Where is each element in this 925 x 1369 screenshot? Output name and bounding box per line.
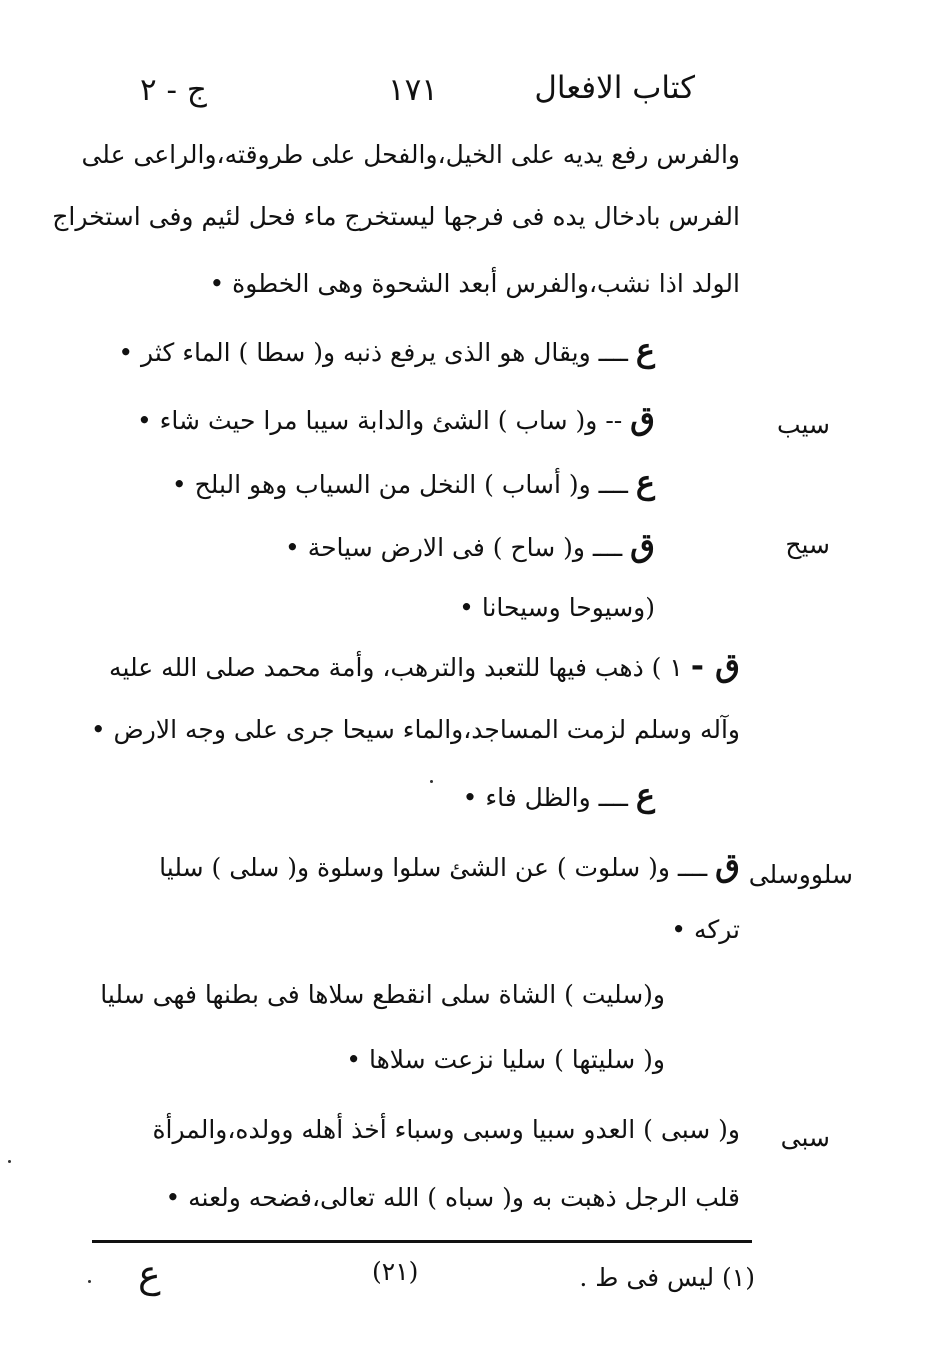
entry-text: و( ساب ) الشئ والدابة سيبا مرا حيث شاء • <box>136 406 598 435</box>
entry-text: ١ ) ذهب فيها للتعبد والترهب، وأمة محمد صلى الله عليه <box>109 653 683 682</box>
root-saby: سبى <box>780 1123 830 1152</box>
qaf-marker: ق <box>630 526 655 564</box>
root-sayh: سيح <box>785 530 830 559</box>
root-salw: سلووسلى <box>748 860 853 889</box>
ain-marker: ع <box>635 776 655 814</box>
text-line-1: والفرس رفع يديه على الخيل،والفحل على طروقته،والراعى على <box>81 140 740 169</box>
text-line-sayh-variant: (وسيوحا وسيحانا • <box>459 593 655 622</box>
text-line-salit: و(سليت ) الشاة سلى انقطع سلاها فى بطنها فهى سليا <box>100 980 665 1009</box>
page-number: ١٧١ <box>388 72 438 108</box>
volume-marker: ج - ٢ <box>140 72 207 108</box>
scan-speck <box>88 1280 91 1283</box>
dash: ــــ <box>677 853 708 882</box>
dash: -- <box>605 406 623 435</box>
sheet-number: (٢١) <box>372 1257 419 1286</box>
ain-marker: ع <box>635 331 655 369</box>
footnote-divider <box>92 1240 752 1243</box>
text-line-3: الولد اذا نشب،والفرس أبعد الشحوة وهى الخطوة • <box>209 269 740 298</box>
qaf-marker: ق <box>715 846 740 884</box>
entry-ain-2 <box>172 462 655 505</box>
scan-speck <box>430 780 433 783</box>
dash: ــــ <box>598 338 628 367</box>
entry-ain-3 <box>463 775 655 818</box>
entry-qaf-sayb <box>137 398 655 441</box>
signature-letter: ع <box>138 1252 161 1296</box>
text-line-qalb: قلب الرجل ذهبت به و( سباه ) الله تعالى،فضحه ولعنه • <box>165 1183 740 1212</box>
text-line-salitha: و( سليتها ) سليا نزعت سلاها • <box>346 1045 665 1074</box>
entry-text: و( أساب ) النخل من السياب وهو البلح • <box>171 470 591 499</box>
book-title: كتاب الافعال <box>534 70 695 106</box>
qaf-marker: ق <box>630 399 655 437</box>
entry-qaf-note <box>109 645 740 688</box>
dash: ــــ <box>598 783 628 812</box>
ain-marker: ع <box>635 463 655 501</box>
qaf-note-marker: ق - <box>690 646 740 684</box>
dash: ــــ <box>598 470 628 499</box>
entry-text: و( سلوت ) عن الشئ سلوا وسلوة و( سلى ) سليا <box>159 853 670 882</box>
text-line-2: الفرس بادخال يده فى فرجها ليستخرج ماء فحل لئيم وفى استخراج <box>52 202 740 231</box>
entry-ain-1 <box>118 330 655 373</box>
entry-text: والظل فاء • <box>462 783 591 812</box>
entry-text: و( ساح ) فى الارض سياحة • <box>285 533 585 562</box>
entry-qaf-sayh <box>285 525 655 568</box>
text-line-cont: وآله وسلم لزمت المساجد،والماء سيحا جرى على وجه الارض • <box>90 715 740 744</box>
text-line-tarakahu: تركه • <box>671 915 740 944</box>
dash: ــــ <box>592 533 623 562</box>
text-line-saba: و( سبى ) العدو سبيا وسبى وسباء أخذ أهله وولده،والمرأة <box>152 1115 740 1144</box>
entry-qaf-salw <box>159 845 740 888</box>
entry-text: ويقال هو الذى يرفع ذنبه و( سطا ) الماء كثر • <box>118 338 591 367</box>
footnote: (١) ليس فى ط . <box>579 1263 755 1292</box>
scan-speck <box>8 1160 11 1163</box>
root-sayb: سيب <box>776 410 830 439</box>
